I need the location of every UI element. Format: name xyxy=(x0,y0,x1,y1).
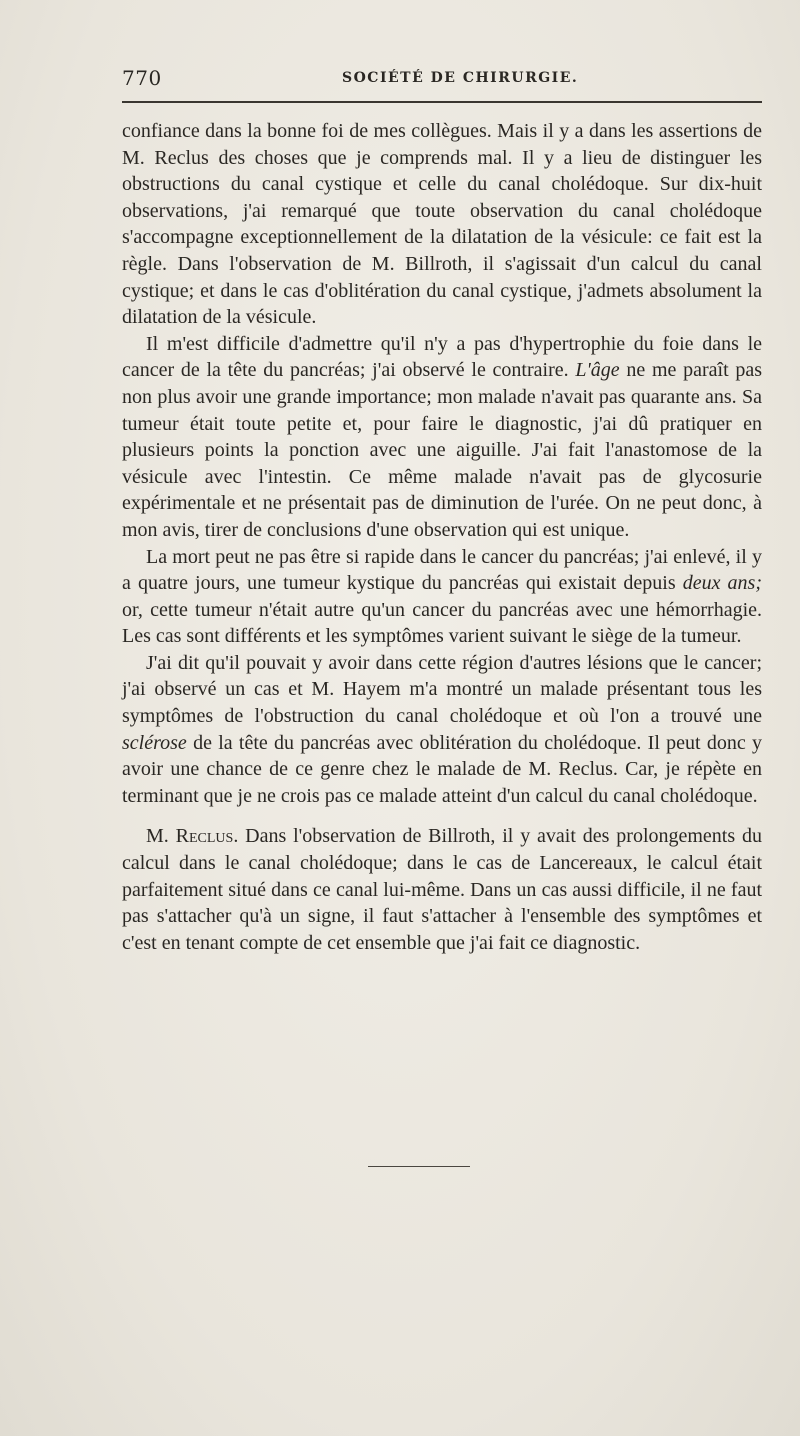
paragraph-3-text-a: La mort peut ne pas être si rapide dans le cancer du pancréas; j'ai enlevé, il y a quatre jours, une tumeur kystique du pancréas qui existait depuis xyxy=(122,545,762,595)
page-number: 770 xyxy=(122,66,162,90)
paragraph-2-italic-age: L'âge xyxy=(575,359,620,382)
paragraph-4-text-b: de la tête du pancréas avec oblitération du cholédoque. Il peut donc y avoir une chance de ce genre chez le malade de M. Reclus. Car, je répète en terminant que je ne crois pas ce malade atteint d'un calcul du canal cholédoque. xyxy=(122,731,762,807)
running-head: SOCIÉTÉ DE CHIRURGIE. xyxy=(342,70,579,86)
paragraph-1: confiance dans la bonne foi de mes collègues. Mais il y a dans les assertions de M. Reclus des choses que je comprends mal. Il y a lieu de distinguer les obstructions du canal cystique et celle du canal cholédoque. Sur dix-huit observations, j'ai remarqué que toute observation du canal cholédoque s'accompagne exceptionnellement de la dilatation de la vésicule: ce fait est la règle. Dans l'observation de M. Billroth, il s'agissait d'un calcul du canal cystique; et dans le cas d'oblitération du canal cystique, j'admets absolument la dilatation de la vésicule. xyxy=(122,120,762,329)
paragraph-5-text: . Dans l'observation de Billroth, il y avait des prolongements du calcul dans le canal cholédoque; dans le cas de Lancereaux, le calcul était parfaitement situé dans ce canal lui-même. Dans un cas aussi difficile, il ne faut pas s'attacher qu'à un signe, il faut s'attacher à l'ensemble des symptômes et c'est en tenant compte de cet ensemble que j'ai fait ce diagnostic. xyxy=(122,825,762,954)
paragraph-2-text-a: Il m'est difficile d'admettre qu'il n'y a pas d'hypertrophie du foie dans le cancer de la tête du pancréas; j'ai observé le contraire. xyxy=(122,332,762,382)
paragraph-2 xyxy=(122,331,762,544)
paragraph-4-italic: sclérose xyxy=(122,731,187,754)
speaker-prefix: M. xyxy=(146,825,176,848)
header-rule xyxy=(122,101,762,103)
paragraph-4 xyxy=(122,650,762,810)
section-end-rule xyxy=(368,1166,470,1167)
paragraph-3-text-b: or, cette tumeur n'était autre qu'un cancer du pancréas avec une hémorrhagie. Les cas sont différents et les symptômes varient suivant le siège de la tumeur. xyxy=(122,598,762,648)
paragraph-3-italic: deux ans; xyxy=(682,572,762,595)
paragraph-4-text-a: J'ai dit qu'il pouvait y avoir dans cette région d'autres lésions que le cancer; j'ai observé un cas et M. Hayem m'a montré un malade présentant tous les symptômes de l'obstruction du canal cholédoque et où l'on a trouvé une xyxy=(122,651,762,728)
page-header xyxy=(122,66,762,96)
paragraph-3 xyxy=(122,544,762,650)
body-text xyxy=(122,118,762,956)
paragraph-5 xyxy=(122,823,762,956)
speaker-name: Reclus xyxy=(175,825,234,848)
paragraph-2-text-b: ne me paraît pas non plus avoir une grande importance; mon malade n'avait pas quarante ans. Sa tumeur était toute petite et, pour faire le diagnostic, j'ai dû pratiquer en plusieurs points la ponction avec une aiguille. J'ai fait l'anastomose de la vésicule avec l'intestin. Ce même malade n'avait pas de glycosurie expérimentale et ne présentait pas de diminution de l'urée. On ne peut donc, à mon avis, tirer de conclusions d'une observation qui est unique. xyxy=(122,359,762,541)
